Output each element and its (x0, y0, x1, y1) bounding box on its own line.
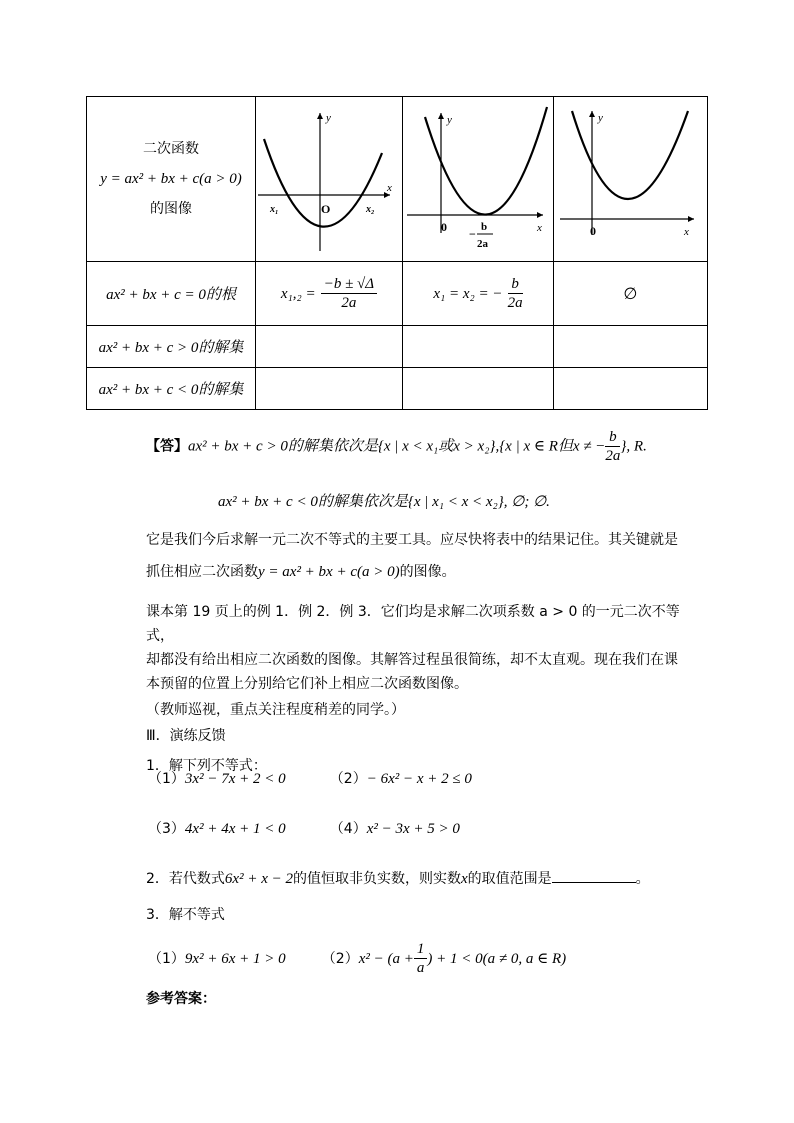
parabola-no-root-graph (554, 97, 707, 257)
paragraph-line: 却都没有给出相应二次函数的图像。其解答过程虽很简练，却不太直观。现在我们在课 (146, 652, 678, 668)
teacher-note: （教师巡视，重点关注程度稍差的同学。） (146, 702, 405, 718)
answer-fraction (605, 428, 620, 465)
table-row (87, 97, 708, 262)
answer-lt-text: ax² + bx + c < 0的解集依次是 (218, 494, 408, 510)
quadratic-summary-table (86, 96, 708, 410)
function-expression: y = ax² + bx + c(a > 0) (258, 564, 400, 580)
empty-cell (554, 368, 708, 410)
paragraph-line: 课本第 19 页上的例 1．例 2．例 3．它们均是求解二次项系数 a > 0 的一元二次不等式， (146, 604, 680, 644)
parabola-two-roots-graph (256, 97, 402, 257)
inequality-part: ) + 1 < 0(a ≠ 0, a ∈ R) (427, 951, 567, 967)
section-heading: Ⅲ．演练反馈 (146, 728, 226, 744)
empty-cell (554, 326, 708, 368)
graph-cell-no-root (554, 97, 708, 262)
fraction-numerator: −b ± √Δ (321, 275, 377, 294)
answer-tag: 【答】 (146, 438, 188, 455)
table-row (87, 262, 708, 326)
answer-lt-sets: {x | x₁ < x < x₂}, ∅; ∅. (407, 494, 550, 510)
item-number: （1） (148, 771, 185, 787)
text-span: 的取值范围是 (467, 871, 552, 887)
paragraph-examples (146, 600, 706, 778)
answer-blank (552, 868, 636, 883)
fraction-denominator: a (416, 960, 425, 976)
label-line: 二次函数 (143, 141, 199, 157)
question-1-row-b (148, 818, 460, 838)
text-span: 的图像。 (399, 564, 456, 580)
inequality: 4x² + 4x + 1 < 0 (184, 821, 286, 837)
roots-label-text: ax² + bx + c = 0的根 (106, 287, 236, 303)
origin-label: 0 (441, 220, 447, 234)
inequality: 9x² + 6x + 1 > 0 (184, 951, 286, 967)
empty-cell (403, 368, 554, 410)
fraction-denominator: 2a (605, 448, 621, 464)
item-number: （2） (329, 771, 367, 787)
item-number: （1） (148, 951, 185, 967)
fraction-denominator: 2a (507, 295, 523, 311)
table-row (87, 368, 708, 410)
lt-row-label (87, 368, 256, 410)
answer-gt-text: ax² + bx + c > 0的解集依次是 (188, 438, 378, 455)
empty-cell (256, 326, 403, 368)
item-number: （2） (321, 951, 359, 967)
paragraph-tool (146, 528, 706, 584)
vertex-2a-label: 2a (477, 238, 488, 250)
y-axis-label: y (326, 112, 331, 124)
root-x1-label: x₁ (270, 204, 279, 215)
vertex-b-label: b (481, 221, 488, 233)
inequality-part: x² − (a + (358, 951, 414, 967)
answer-line-1 (146, 428, 647, 465)
item-number: （3） (148, 821, 185, 837)
variable: x (460, 871, 468, 887)
question-1-title: 1．解下列不等式： (146, 758, 267, 774)
inequality: x² − 3x + 5 > 0 (366, 821, 460, 837)
roots-formula-fraction (321, 275, 377, 312)
roots-cell-two (256, 262, 403, 326)
inequality: − 6x² − x + 2 ≤ 0 (366, 771, 472, 787)
paragraph-line (146, 560, 706, 584)
x-axis-label: x (387, 182, 392, 194)
table-row (87, 326, 708, 368)
answer-line-2 (218, 490, 550, 511)
root-x2-label: x₂ (366, 204, 375, 215)
roots-cell-one (403, 262, 554, 326)
vertex-fraction (508, 275, 523, 312)
y-axis-label: y (598, 112, 603, 124)
empty-set-symbol: ∅ (623, 284, 638, 303)
answer-gt-set2-post: }, R. (620, 438, 647, 455)
fraction-denominator: 2a (341, 295, 357, 311)
parabola-one-root-graph (403, 97, 553, 257)
item-number: （4） (329, 821, 367, 837)
reference-answers-heading: 参考答案： (146, 991, 216, 1007)
inequality-fraction (414, 940, 428, 977)
question-2 (146, 868, 650, 888)
gt-label-text: ax² + bx + c > 0的解集 (98, 340, 244, 356)
roots-lhs: x₁,₂ = (280, 286, 316, 302)
y-axis-label: y (447, 114, 452, 126)
inequality: 3x² − 7x + 2 < 0 (184, 771, 286, 787)
x-axis-label: x (537, 222, 542, 234)
roots-cell-none (554, 262, 708, 326)
roots-row-label (87, 262, 256, 326)
label-line: y = ax² + bx + c(a > 0) (100, 171, 242, 187)
answer-gt-set2-pre: {x | x ∈ R但x ≠ − (499, 438, 606, 455)
origin-label: 0 (590, 224, 596, 238)
graph-cell-two-roots (256, 97, 403, 262)
x-axis-label: x (684, 226, 689, 238)
text-span: 。 (635, 871, 650, 887)
fraction-numerator: 1 (414, 940, 428, 959)
question-3-title: 3．解不等式 (146, 907, 225, 923)
question-3-row (148, 940, 566, 977)
paragraph-line: 它是我们今后求解一元二次不等式的主要工具。应尽快将表中的结果记住。其关键就是 (146, 532, 678, 548)
text-span: 2．若代数式 (146, 871, 225, 887)
fraction-numerator: b (508, 275, 523, 294)
origin-label: O (321, 202, 331, 216)
paragraph-line: 本预留的位置上分别给它们补上相应二次函数图像。 (146, 676, 468, 692)
answer-gt-set1: {x | x < x₁或x > x₂} (377, 438, 496, 455)
gt-row-label (87, 326, 256, 368)
empty-cell (256, 368, 403, 410)
graph-cell-one-root (403, 97, 554, 262)
lt-label-text: ax² + bx + c < 0的解集 (98, 382, 244, 398)
roots-lhs: x₁ = x₂ = − (433, 286, 503, 302)
empty-cell (403, 326, 554, 368)
expression: 6x² + x − 2 (224, 871, 293, 887)
text-span: 抓住相应二次函数 (146, 564, 258, 580)
answer-separator: , (495, 438, 500, 455)
text-span: 的值恒取非负实数，则实数 (292, 871, 461, 887)
graph-row-label (87, 97, 256, 262)
question-1-row-a (148, 768, 472, 788)
vertex-minus-sign: − (469, 227, 476, 241)
label-line: 的图像 (150, 201, 192, 217)
fraction-numerator: b (605, 428, 620, 447)
